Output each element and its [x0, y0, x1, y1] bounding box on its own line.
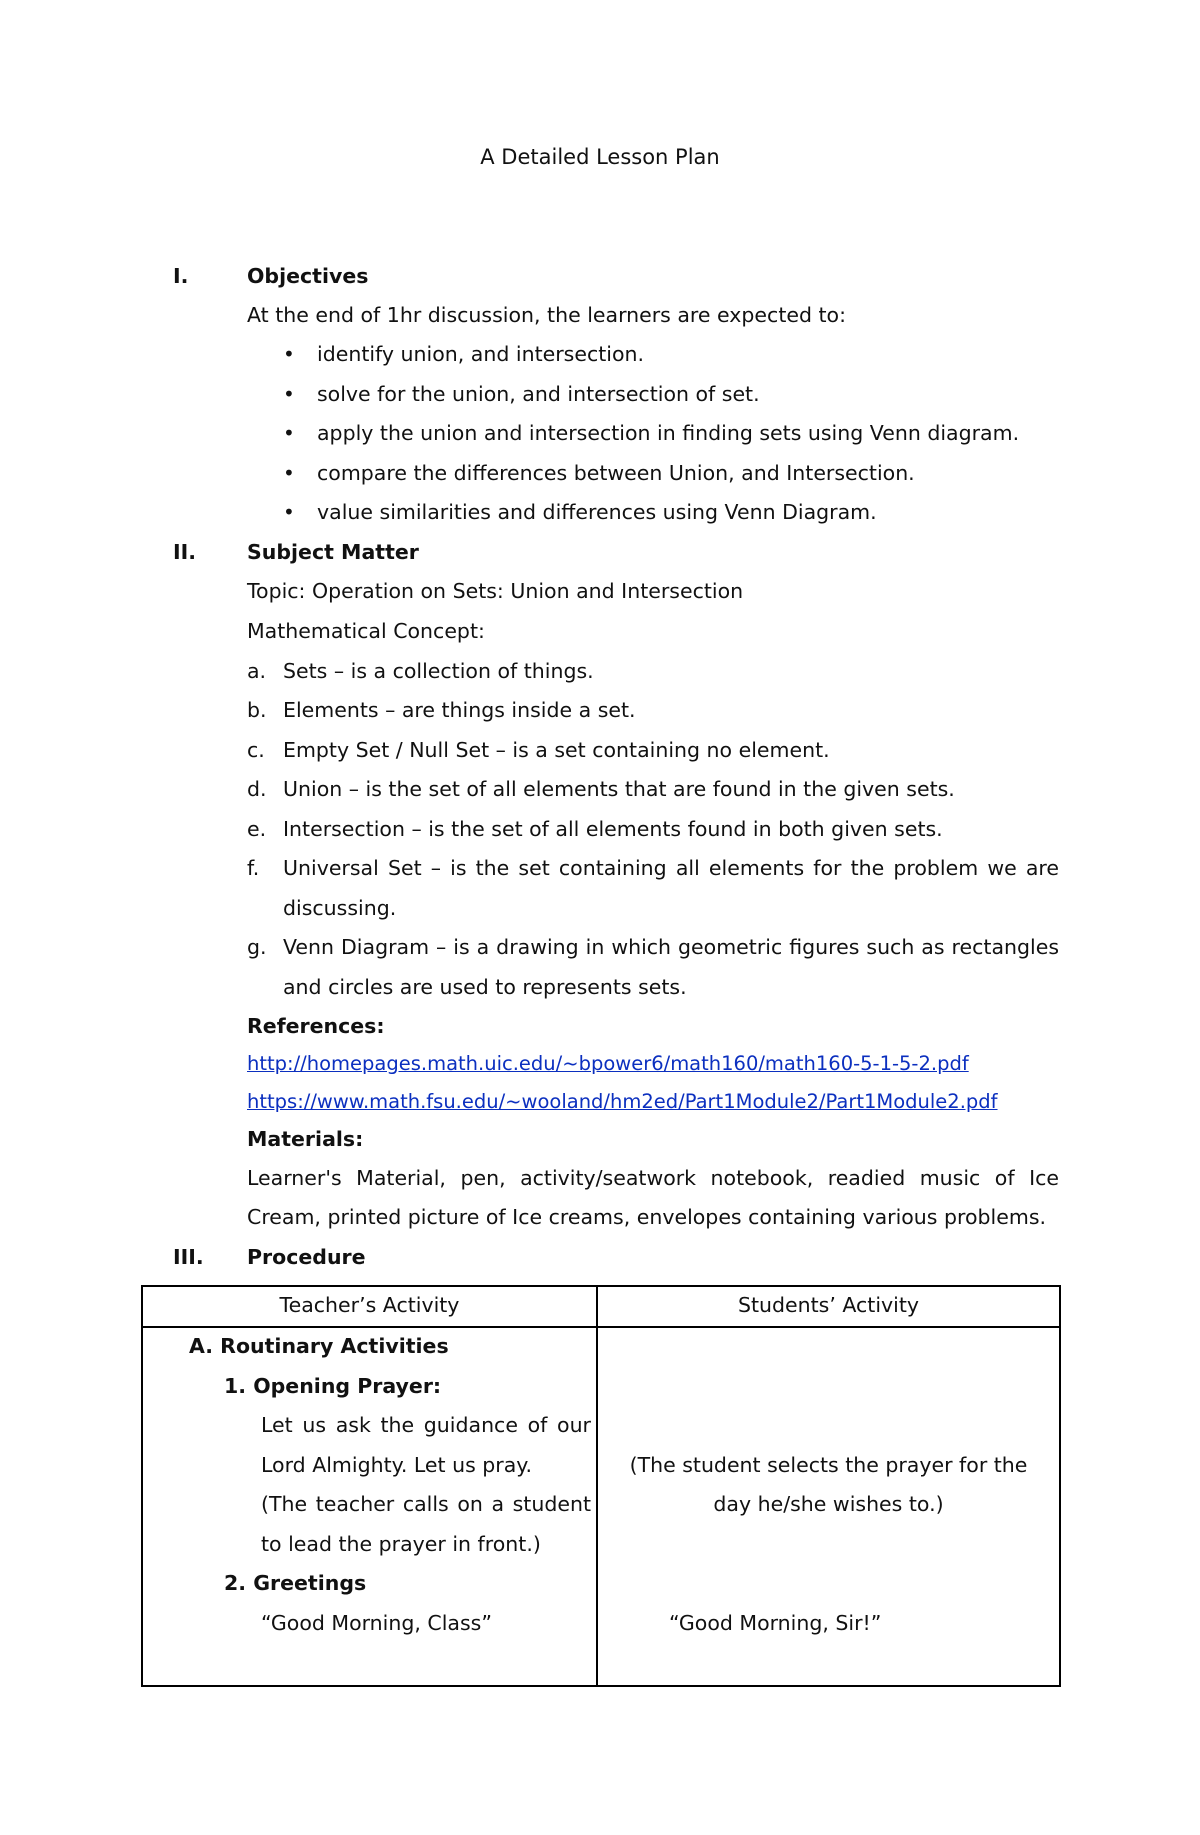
- bullet-icon: •: [283, 500, 295, 524]
- concept-text-continued: and circles are used to represents sets.: [283, 975, 687, 999]
- concept-text: Elements – are things inside a set.: [283, 698, 636, 722]
- materials-text-continued: Cream, printed picture of Ice creams, envelopes containing various problems.: [247, 1205, 1047, 1229]
- bullet-icon: •: [283, 382, 295, 406]
- objective-item: identify union, and intersection.: [317, 342, 644, 366]
- objective-item: compare the differences between Union, and Intersection.: [317, 461, 915, 485]
- bullet-icon: •: [283, 421, 295, 445]
- table-column-divider: [596, 1287, 598, 1685]
- student-activity-text: day he/she wishes to.): [713, 1492, 944, 1516]
- concept-letter: e.: [247, 817, 267, 841]
- concept-label: Mathematical Concept:: [247, 619, 485, 643]
- teacher-activity-text: to lead the prayer in front.): [261, 1532, 541, 1556]
- concept-text: Sets – is a collection of things.: [283, 659, 594, 683]
- objective-item: solve for the union, and intersection of set.: [317, 382, 760, 406]
- concept-text: Venn Diagram – is a drawing in which geometric figures such as rectangles: [283, 935, 1059, 959]
- table-header-divider: [143, 1326, 1059, 1328]
- student-greeting: “Good Morning, Sir!”: [669, 1611, 882, 1635]
- reference-link-2[interactable]: https://www.math.fsu.edu/~wooland/hm2ed/Part1Module2/Part1Module2.pdf: [247, 1090, 998, 1113]
- topic-line: Topic: Operation on Sets: Union and Intersection: [247, 579, 744, 603]
- concept-letter: d.: [247, 777, 267, 801]
- materials-label: Materials:: [247, 1127, 364, 1151]
- procedure-heading: Procedure: [247, 1245, 366, 1269]
- concept-text-continued: discussing.: [283, 896, 397, 920]
- section-numeral-objectives: I.: [173, 264, 189, 288]
- bullet-icon: •: [283, 461, 295, 485]
- concept-text: Universal Set – is the set containing all elements for the problem we are: [283, 856, 1059, 880]
- teacher-activity-text: Let us ask the guidance of our: [261, 1413, 591, 1437]
- concept-letter: b.: [247, 698, 267, 722]
- section-numeral-subject-matter: II.: [173, 540, 197, 564]
- objective-item: apply the union and intersection in finding sets using Venn diagram.: [317, 421, 1020, 445]
- teacher-activity-text: (The teacher calls on a student: [261, 1492, 591, 1516]
- procedure-table: [141, 1285, 1061, 1687]
- concept-text: Empty Set / Null Set – is a set containing no element.: [283, 738, 830, 762]
- concept-letter: g.: [247, 935, 267, 959]
- reference-link-1[interactable]: http://homepages.math.uic.edu/~bpower6/math160/math160-5-1-5-2.pdf: [247, 1052, 969, 1075]
- table-header-teacher: Teacher’s Activity: [279, 1293, 460, 1317]
- reference-link[interactable]: [247, 1050, 969, 1078]
- materials-text: Learner's Material, pen, activity/seatwork notebook, readied music of Ice: [247, 1166, 1059, 1190]
- concept-letter: f.: [247, 856, 260, 880]
- subject-matter-heading: Subject Matter: [247, 540, 419, 564]
- objective-item: value similarities and differences using Venn Diagram.: [317, 500, 877, 524]
- references-label: References:: [247, 1014, 385, 1038]
- teacher-greeting: “Good Morning, Class”: [261, 1611, 492, 1635]
- reference-link[interactable]: [247, 1088, 998, 1116]
- objectives-heading: Objectives: [247, 264, 369, 288]
- concept-text: Intersection – is the set of all elements found in both given sets.: [283, 817, 943, 841]
- opening-prayer-label: 1. Opening Prayer:: [224, 1374, 442, 1398]
- teacher-activity-text: Lord Almighty. Let us pray.: [261, 1453, 533, 1477]
- student-activity-text: (The student selects the prayer for the: [629, 1453, 1028, 1477]
- section-a-label: A. Routinary Activities: [189, 1334, 449, 1358]
- concept-text: Union – is the set of all elements that are found in the given sets.: [283, 777, 955, 801]
- bullet-icon: •: [283, 342, 295, 366]
- table-header-students: Students’ Activity: [737, 1293, 920, 1317]
- page-title: A Detailed Lesson Plan: [480, 145, 720, 169]
- greetings-label: 2. Greetings: [224, 1571, 367, 1595]
- concept-letter: a.: [247, 659, 267, 683]
- section-numeral-procedure: III.: [173, 1245, 204, 1269]
- objectives-intro: At the end of 1hr discussion, the learners are expected to:: [247, 303, 846, 327]
- concept-letter: c.: [247, 738, 265, 762]
